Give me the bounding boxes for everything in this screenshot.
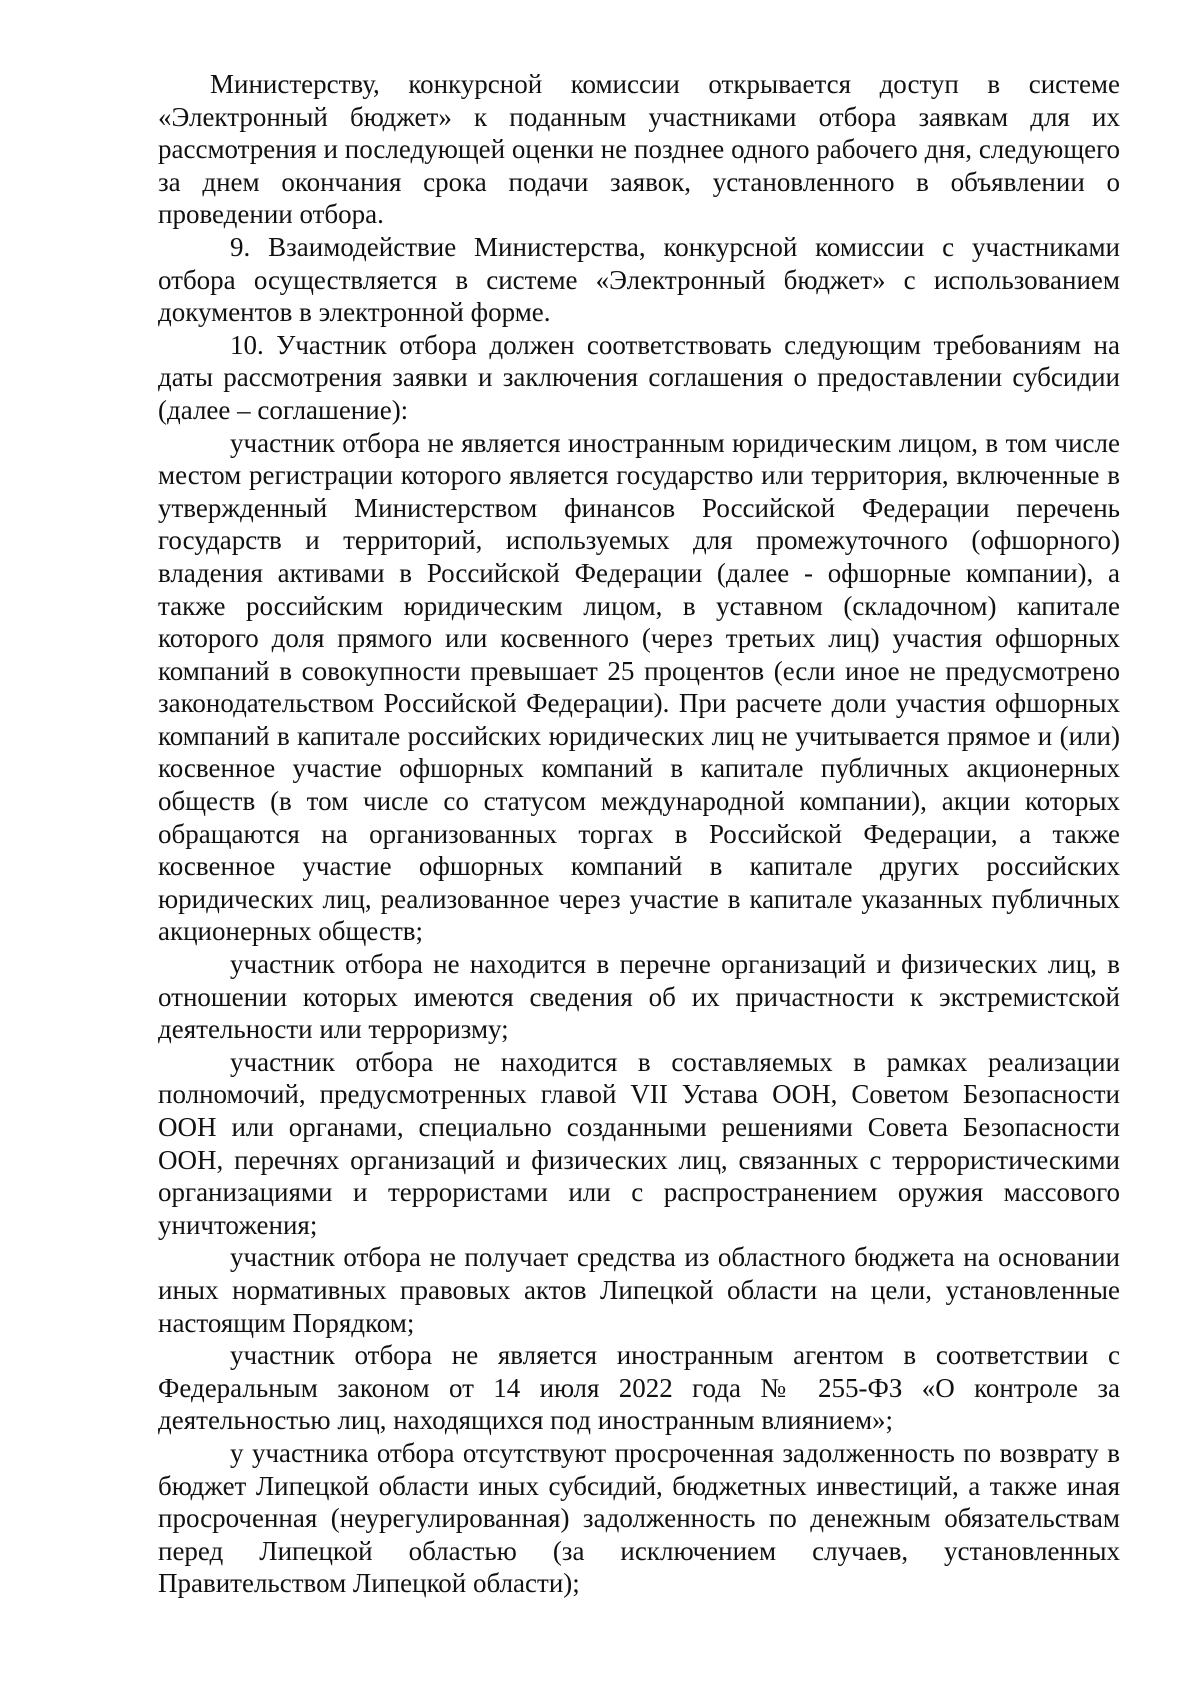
paragraph-foreign-agent: участник отбора не является иностранным агентом в соответствии с Федеральным законом от 14 июля 2022 года № 255-ФЗ «О контроле за деятельностью лиц, находящихся под иностранным влиянием»; (158, 1340, 1120, 1436)
paragraph-debt: у участника отбора отсутствуют просроченная задолженность по возврату в бюджет Липецкой области иных субсидий, бюджетных инвестиций, а также иная просроченная (неурегулированная) задолженность по денежным обязательствам перед Липецкой областью (за исключением случаев, установленных Правительством Липецкой области); (158, 1437, 1120, 1599)
paragraph-access: Министерству, конкурсной комиссии открывается доступ в системе «Электронный бюджет» к поданным участниками отбора заявкам для их рассмотрения и последующей оценки не позднее одного рабочего дня, следующего за днем окончания срока подачи заявок, установленного в объявлении о проведении отбора. (158, 69, 1120, 230)
paragraph-offshore: участник отбора не является иностранным юридическим лицом, в том числе местом регистрации которого является государство или территория, включенные в утвержденный Министерством финансов Российской Федерации перечень государств и территорий, используемых для промежуточного (офшорного) владения активами в Российской Федерации (далее - офшорные компании), а также российским юридическим лицом, в уставном (складочном) капитале которого доля прямого или косвенного (через третьих лиц) участия офшорных компаний в совокупности превышает 25 процентов (если иное не предусмотрено законодательством Российской Федерации). При расчете доли участия офшорных компаний в капитале российских юридических лиц не учитывается прямое и (или) косвенное участие офшорных компаний в капитале публичных акционерных обществ (в том числе со статусом международной компании), акции которых обращаются на организованных торгах в Российской Федерации, а также косвенное участие офшорных компаний в капитале других российских юридических лиц, реализованное через участие в капитале указанных публичных акционерных обществ; (158, 427, 1120, 947)
paragraph-item-10: 10. Участник отбора должен соответствовать следующим требованиям на даты рассмотрения заявки и заключения соглашения о предоставлении субсидии (далее – соглашение): (158, 329, 1120, 425)
paragraph-item-9: 9. Взаимодействие Министерства, конкурсной комиссии с участниками отбора осуществляется в системе «Электронный бюджет» с использованием документов в электронной форме. (158, 231, 1120, 328)
paragraph-regional-budget: участник отбора не получает средства из областного бюджета на основании иных нормативных правовых актов Липецкой области на цели, установленные настоящим Порядком; (158, 1242, 1120, 1338)
paragraph-un-lists: участник отбора не находится в составляемых в рамках реализации полномочий, предусмотренных главой VII Устава ООН, Советом Безопасности ООН или органами, специально созданными решениями Совета Безопасности ООН, перечнях организаций и физических лиц, связанных с террористическими организациями и террористами или с распространением оружия массового уничтожения; (158, 1046, 1120, 1240)
document-body (158, 68, 1120, 1600)
paragraph-extremism: участник отбора не находится в перечне организаций и физических лиц, в отношении которых имеются сведения об их причастности к экстремистской деятельности или терроризму; (158, 949, 1120, 1045)
